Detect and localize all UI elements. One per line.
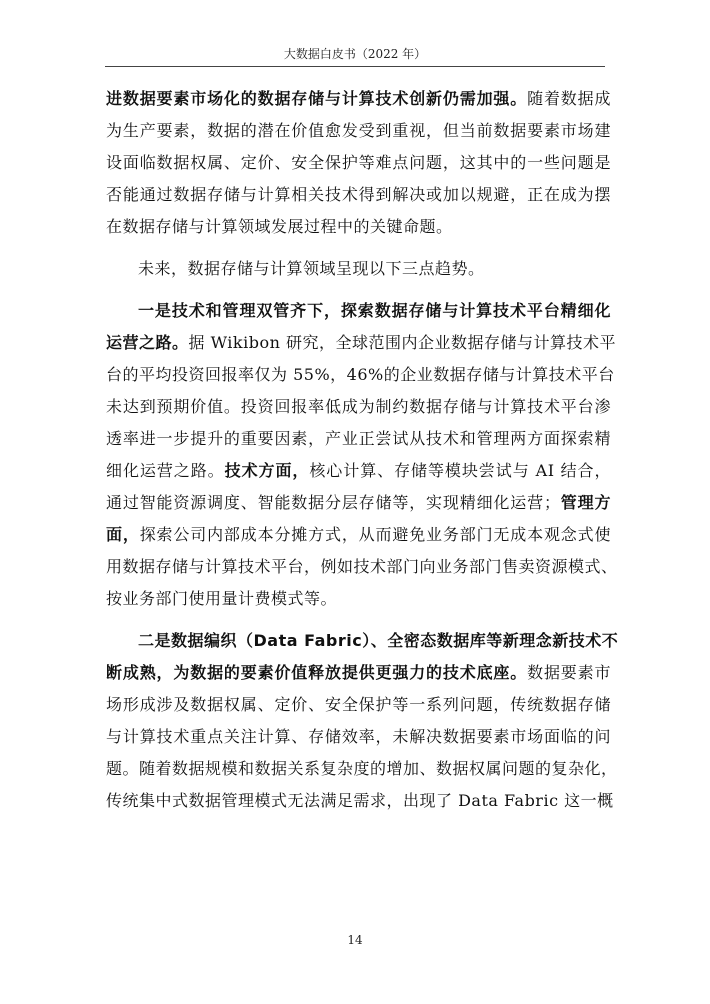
paragraph xyxy=(106,625,619,817)
text-line xyxy=(106,689,611,721)
text-line xyxy=(106,657,611,689)
text-line xyxy=(106,83,611,115)
text-run: 与计算技术重点关注计算、存储效率，未解决数据要素市场面临的问 xyxy=(106,727,611,746)
text-run: 透率进一步提升的重要因素，产业正尝试从技术和管理两方面探索精 xyxy=(106,429,611,448)
text-line xyxy=(106,179,611,211)
text-run: 未达到预期价值。投资回报率低成为制约数据存储与计算技术平台渗 xyxy=(106,397,611,416)
text-run: 细化运营之路。 xyxy=(106,461,225,480)
text-line xyxy=(106,147,611,179)
text-line xyxy=(106,423,611,455)
text-run: 数据要素市 xyxy=(527,663,611,682)
text-run: 探索公司内部成本分摊方式，从而避免业务部门无成本观念式使 xyxy=(139,525,611,544)
text-line xyxy=(106,391,611,423)
text-run: 按业务部门使用量计费模式等。 xyxy=(106,589,338,608)
text-line xyxy=(106,753,618,785)
text-run: 台的平均投资回报率仅为 55%，46%的企业数据存储与计算技术平台 xyxy=(106,365,615,384)
bold-text: 二是数据编织（Data Fabric）、全密态数据库等新理念新技术不 xyxy=(138,631,619,650)
page-number: 14 xyxy=(347,933,363,947)
bold-text: 断成熟，为数据的要素价值释放提供更强力的技术底座。 xyxy=(106,663,528,682)
text-line xyxy=(106,519,611,551)
text-run: 否能通过数据存储与计算相关技术得到解决或加以规避，正在成为摆 xyxy=(106,185,611,204)
text-run: 未来，数据存储与计算领域呈现以下三点趋势。 xyxy=(138,259,485,278)
text-line xyxy=(106,359,615,391)
paragraph xyxy=(106,295,618,615)
text-line xyxy=(106,551,618,583)
bold-text: 技术方面， xyxy=(224,461,310,480)
text-run: 传统集中式数据管理模式无法满足需求，出现了 Data Fabric 这一概 xyxy=(106,791,614,810)
text-line xyxy=(106,253,611,285)
text-line xyxy=(106,211,611,243)
text-run: 在数据存储与计算领域发展过程中的关键命题。 xyxy=(106,217,453,236)
bold-text: 进数据要素市场化的数据存储与计算技术创新仍需加强。 xyxy=(106,89,528,108)
running-header: 大数据白皮书（2022 年） xyxy=(283,47,427,61)
text-run: 设面临数据权属、定价、安全保护等难点问题，这其中的一些问题是 xyxy=(106,153,611,172)
bold-text: 面， xyxy=(106,525,140,544)
bold-text: 运营之路。 xyxy=(106,333,189,352)
text-line xyxy=(106,785,614,817)
text-line xyxy=(106,115,611,147)
paragraph xyxy=(106,83,611,243)
text-run: 为生产要素，数据的潜在价值愈发受到重视，但当前数据要素市场建 xyxy=(106,121,611,140)
text-line xyxy=(106,455,611,487)
paragraph xyxy=(106,253,611,285)
text-run: 核心计算、存储等模块尝试与 AI 结合， xyxy=(309,461,611,480)
text-line xyxy=(106,583,611,615)
header-rule xyxy=(105,66,605,67)
text-line xyxy=(106,295,611,327)
text-line xyxy=(106,487,611,519)
text-run: 通过智能资源调度、智能数据分层存储等，实现精细化运营； xyxy=(106,493,561,512)
text-line xyxy=(106,721,611,753)
text-run: 题。随着数据规模和数据关系复杂度的增加、数据权属问题的复杂化， xyxy=(106,759,618,778)
bold-text: 管理方 xyxy=(560,493,611,512)
text-run: 场形成涉及数据权属、定价、安全保护等一系列问题，传统数据存储 xyxy=(106,695,611,714)
text-line xyxy=(106,625,619,657)
bold-text: 一是技术和管理双管齐下，探索数据存储与计算技术平台精细化 xyxy=(138,301,611,320)
document-body xyxy=(106,83,619,817)
text-run: 随着数据成 xyxy=(527,89,611,108)
text-line xyxy=(106,327,616,359)
text-run: 用数据存储与计算技术平台，例如技术部门向业务部门售卖资源模式、 xyxy=(106,557,618,576)
text-run: 据 Wikibon 研究，全球范围内企业数据存储与计算技术平 xyxy=(188,333,616,352)
